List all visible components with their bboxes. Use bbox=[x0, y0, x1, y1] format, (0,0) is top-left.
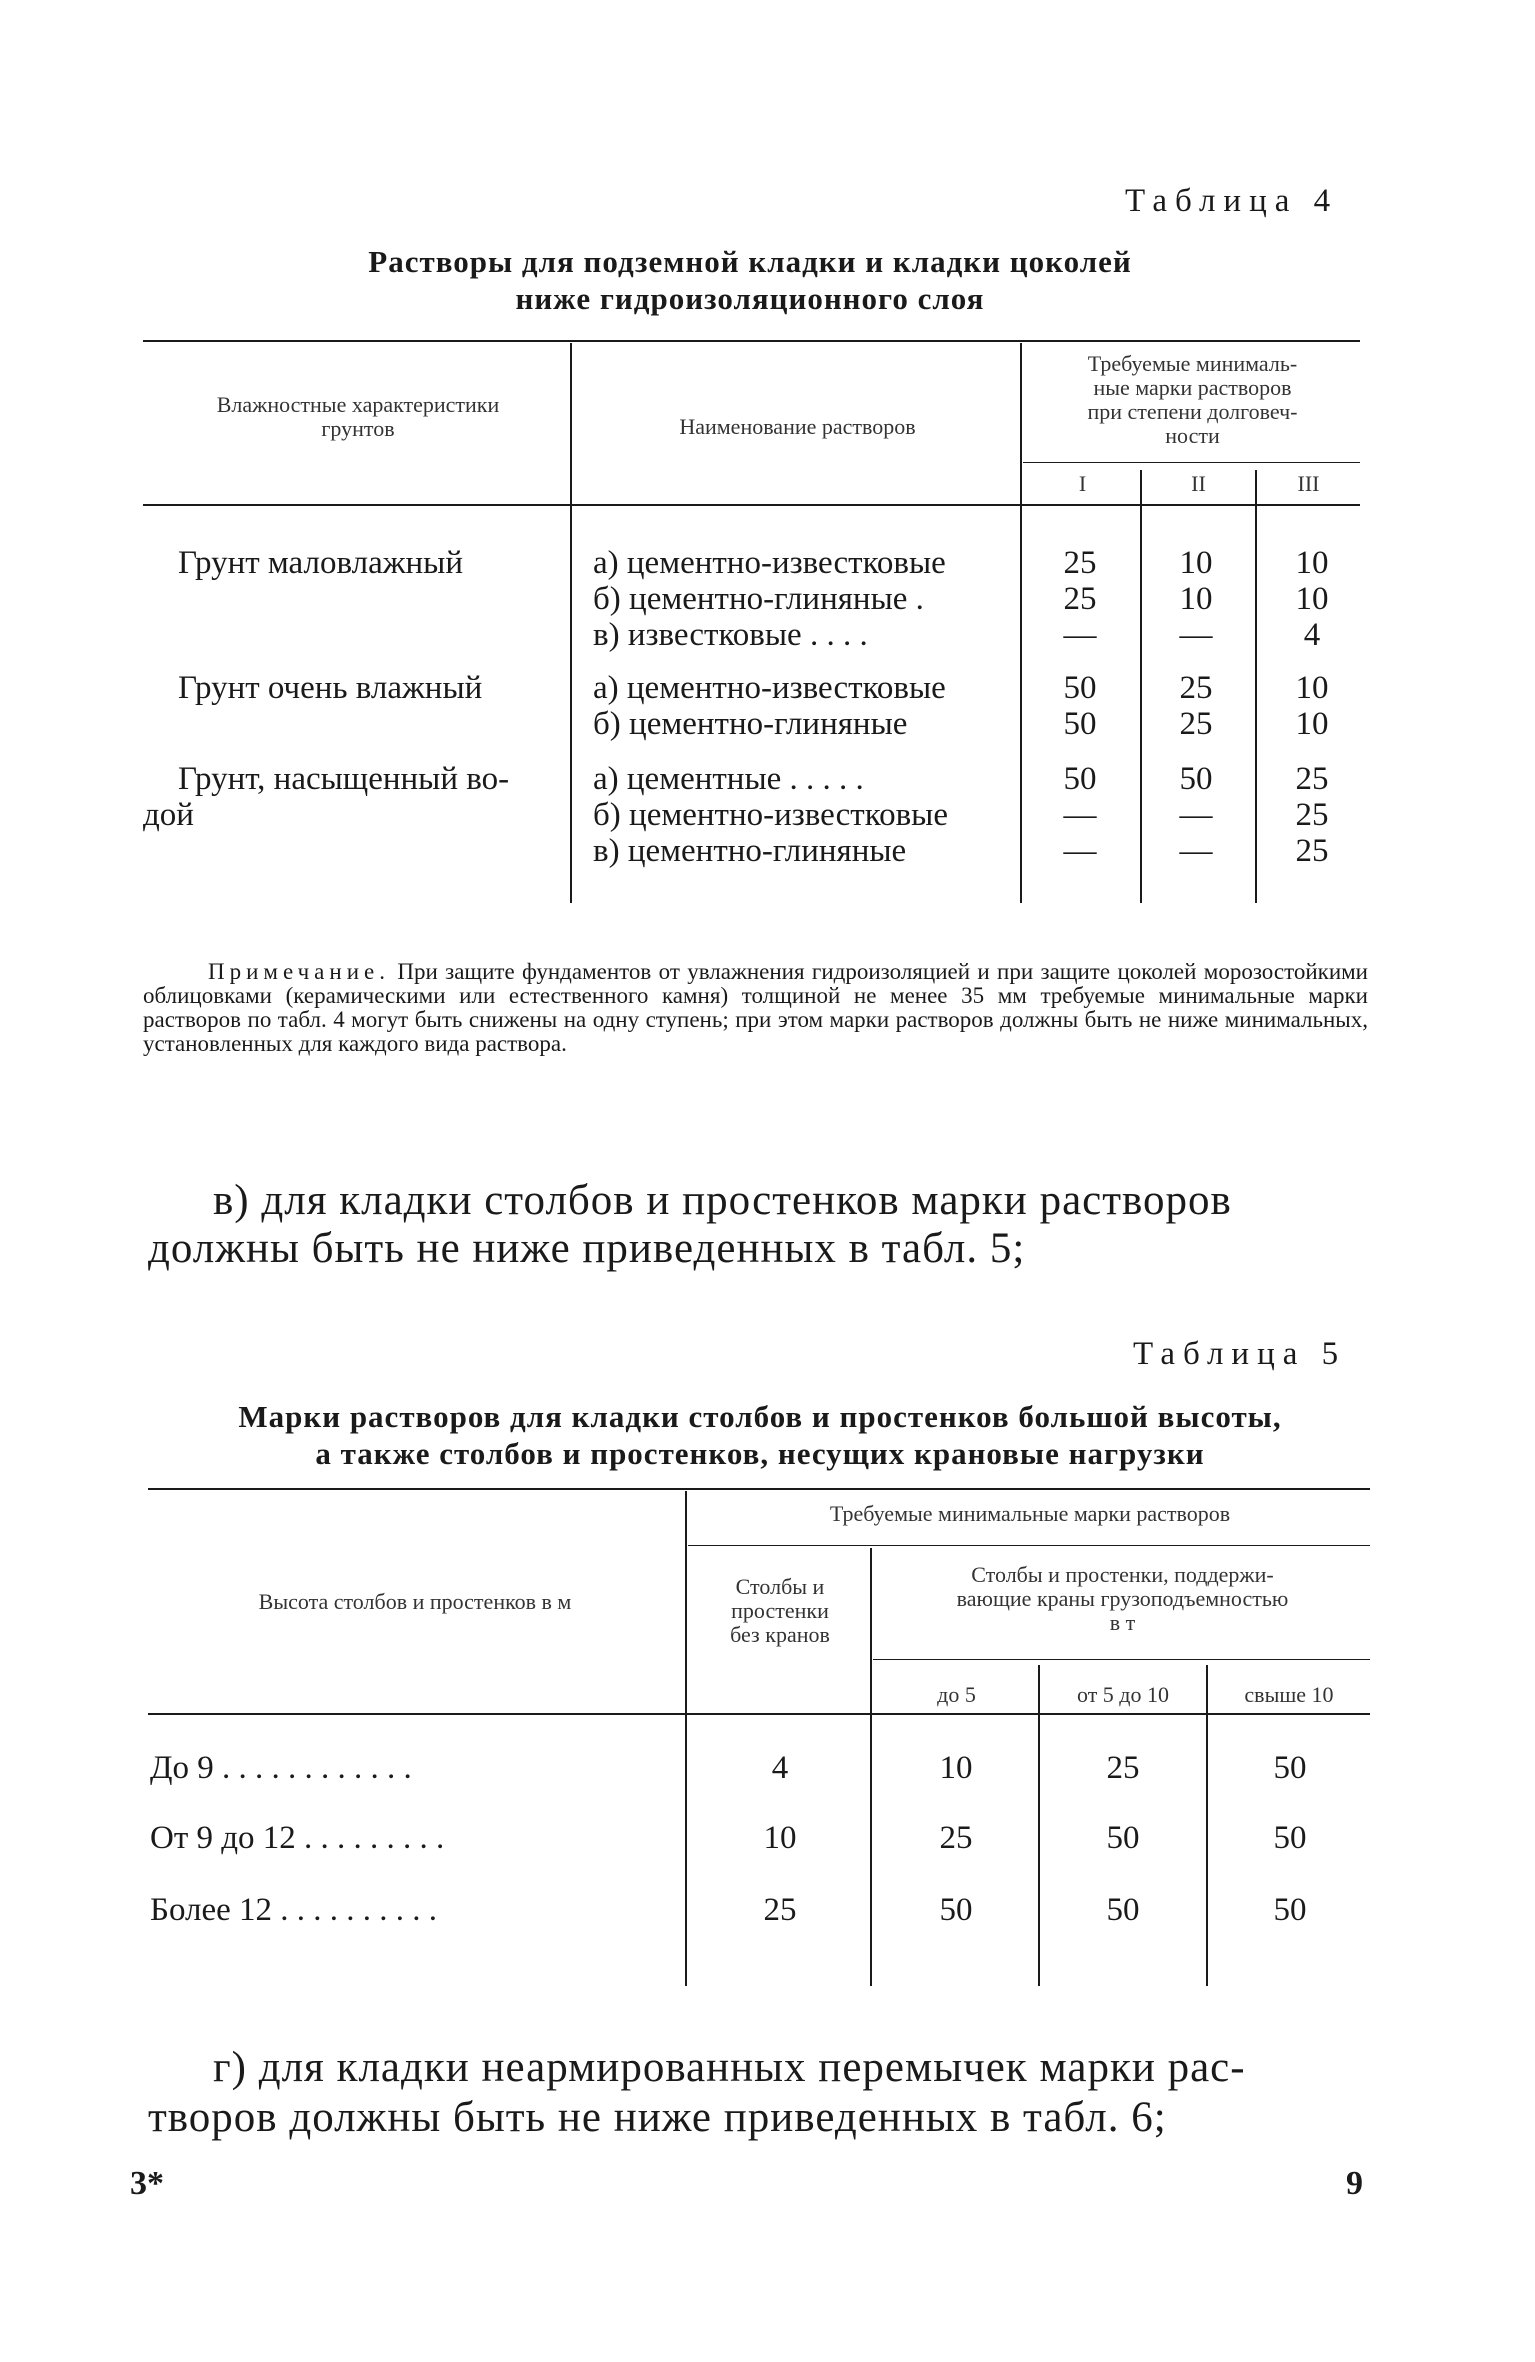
table4-mortar-r3: в) известковые . . . . bbox=[593, 617, 868, 653]
table4-soil-2: Грунт очень влажный bbox=[178, 670, 483, 706]
table4-mortar-r8: в) цементно-глиняные bbox=[593, 833, 907, 869]
table4-caption: Таблица 4 bbox=[1125, 183, 1339, 219]
table5-divider-1 bbox=[685, 1491, 687, 1986]
table5-header-height: Высота столбов и простенков в м bbox=[258, 1589, 572, 1614]
table5-row1-nocrane: 4 bbox=[771, 1750, 789, 1786]
table5-row3-upto5: 50 bbox=[939, 1892, 973, 1928]
table4-header-rule bbox=[143, 504, 1360, 506]
table5-divider-3 bbox=[1038, 1665, 1040, 1986]
table5-divider-2 bbox=[870, 1548, 872, 1986]
table5-row3-over10: 50 bbox=[1273, 1892, 1307, 1928]
table4-header-soil: Влажностные характеристики грунтов bbox=[216, 392, 500, 441]
table5-row2-label: От 9 до 12 . . . . . . . . . bbox=[150, 1820, 445, 1856]
table4-r8-III: 25 bbox=[1295, 833, 1329, 869]
table4-mortar-r1: а) цементно-известковые bbox=[593, 545, 946, 581]
table4-soil-3b: дой bbox=[143, 797, 194, 833]
table4-r2-III: 10 bbox=[1295, 581, 1329, 617]
table4-mortar-r7: б) цементно-известковые bbox=[593, 797, 948, 833]
table4-r3-II: — bbox=[1179, 617, 1213, 653]
paragraph-g-line2: творов должны быть не ниже приведенных в табл. 6; bbox=[148, 2094, 1167, 2141]
table4-title-line1: Растворы для подземной кладки и кладки цоколей bbox=[368, 244, 1132, 279]
table4-r4-II: 25 bbox=[1179, 670, 1213, 706]
table5-top-rule bbox=[148, 1488, 1370, 1490]
table5-header-crane: Столбы и простенки, поддержи- вающие краны грузоподъемностью в т bbox=[956, 1562, 1289, 1635]
table5-sub-upto5: до 5 bbox=[937, 1682, 976, 1707]
table5-row1-over10: 50 bbox=[1273, 1750, 1307, 1786]
table4-mortar-r4: а) цементно-известковые bbox=[593, 670, 946, 706]
table5-row1-5to10: 25 bbox=[1106, 1750, 1140, 1786]
table4-top-rule bbox=[143, 340, 1360, 342]
table4-r3-III: 4 bbox=[1303, 617, 1321, 653]
table5-row3-nocrane: 25 bbox=[763, 1892, 797, 1928]
table4-sub-I: I bbox=[1078, 471, 1087, 496]
note-label: Примечание. bbox=[208, 959, 390, 984]
table5-row2-over10: 50 bbox=[1273, 1820, 1307, 1856]
table4-r5-I: 50 bbox=[1063, 706, 1097, 742]
table5-row2-nocrane: 10 bbox=[763, 1820, 797, 1856]
table4-r5-II: 25 bbox=[1179, 706, 1213, 742]
table4-r7-III: 25 bbox=[1295, 797, 1329, 833]
page-number: 9 bbox=[1346, 2165, 1363, 2202]
table5-row2-5to10: 50 bbox=[1106, 1820, 1140, 1856]
table4-sub-III: III bbox=[1297, 471, 1320, 496]
table4-mortar-r6: а) цементные . . . . . bbox=[593, 761, 864, 797]
table4-title-line2: ниже гидроизоляционного слоя bbox=[515, 281, 985, 316]
table5-title-line2: а также столбов и простенков, несущих крановые нагрузки bbox=[315, 1436, 1205, 1471]
footer-signature: 3* bbox=[130, 2165, 164, 2202]
table4-divider-1 bbox=[570, 343, 572, 903]
paragraph-v-line2: должны быть не ниже приведенных в табл. 5; bbox=[148, 1225, 1026, 1272]
table4-soil-3: Грунт, насыщенный во- bbox=[178, 761, 510, 797]
table4-r1-I: 25 bbox=[1063, 545, 1097, 581]
paragraph-v-line1: в) для кладки столбов и простенков марки растворов bbox=[213, 1177, 1232, 1224]
table4-r1-III: 10 bbox=[1295, 545, 1329, 581]
table4-sub-II: II bbox=[1191, 471, 1206, 496]
table4-r7-I: — bbox=[1063, 797, 1097, 833]
paragraph-g-line1: г) для кладки неармированных перемычек марки рас- bbox=[213, 2044, 1246, 2091]
table4-r8-I: — bbox=[1063, 833, 1097, 869]
table4-note bbox=[143, 960, 1368, 1056]
note-text: При защите фундаментов от увлажнения гидроизоляцией и при защите цоколей морозостойкими облицовками (керамическими или естественного камня) толщиной не менее 35 мм требуемые минимальные марки растворов по табл. 4 могут быть снижены на одну ступень; при этом марки растворов должны быть не ниже минимальных, установленных для каждого вида раствора. bbox=[143, 959, 1368, 1056]
table4-divider-2 bbox=[1020, 343, 1022, 903]
table4-r4-III: 10 bbox=[1295, 670, 1329, 706]
table5-sub-over10: свыше 10 bbox=[1244, 1682, 1334, 1707]
table4-r1-II: 10 bbox=[1179, 545, 1213, 581]
table4-divider-4 bbox=[1255, 470, 1257, 903]
table5-sub-5to10: от 5 до 10 bbox=[1076, 1682, 1170, 1707]
table5-title-line1: Марки растворов для кладки столбов и простенков большой высоты, bbox=[238, 1399, 1282, 1434]
table5-header-nocrane: Столбы и простенки без кранов bbox=[730, 1574, 830, 1647]
table4-r6-II: 50 bbox=[1179, 761, 1213, 797]
table5-caption: Таблица 5 bbox=[1133, 1336, 1347, 1372]
table4-mortar-r5: б) цементно-глиняные bbox=[593, 706, 908, 742]
table4-r5-III: 10 bbox=[1295, 706, 1329, 742]
table5-row3-label: Более 12 . . . . . . . . . . bbox=[150, 1892, 438, 1928]
table4-r8-II: — bbox=[1179, 833, 1213, 869]
table4-r2-I: 25 bbox=[1063, 581, 1097, 617]
table4-r2-II: 10 bbox=[1179, 581, 1213, 617]
table4-header-mortar: Наименование растворов bbox=[679, 414, 916, 439]
table4-r3-I: — bbox=[1063, 617, 1097, 653]
table5-row1-upto5: 10 bbox=[939, 1750, 973, 1786]
table4-divider-3 bbox=[1140, 470, 1142, 903]
table4-mortar-r2: б) цементно-глиняные . bbox=[593, 581, 924, 617]
table5-row2-upto5: 25 bbox=[939, 1820, 973, 1856]
table4-header-grades: Требуемые минималь- ные марки растворов при степени долговеч- ности bbox=[1087, 351, 1298, 448]
table5-row3-5to10: 50 bbox=[1106, 1892, 1140, 1928]
table4-r7-II: — bbox=[1179, 797, 1213, 833]
table5-header-rule bbox=[148, 1713, 1370, 1715]
table5-row1-label: До 9 . . . . . . . . . . . . bbox=[150, 1750, 412, 1786]
table5-header-group: Требуемые минимальные марки растворов bbox=[829, 1501, 1231, 1526]
table4-r6-I: 50 bbox=[1063, 761, 1097, 797]
table5-sub-rule bbox=[873, 1659, 1370, 1660]
table4-r6-III: 25 bbox=[1295, 761, 1329, 797]
table5-divider-4 bbox=[1206, 1665, 1208, 1986]
table4-soil-1: Грунт маловлажный bbox=[178, 545, 464, 581]
table4-sub-rule bbox=[1023, 462, 1360, 463]
table4-r4-I: 50 bbox=[1063, 670, 1097, 706]
table5-group-rule bbox=[688, 1545, 1370, 1546]
